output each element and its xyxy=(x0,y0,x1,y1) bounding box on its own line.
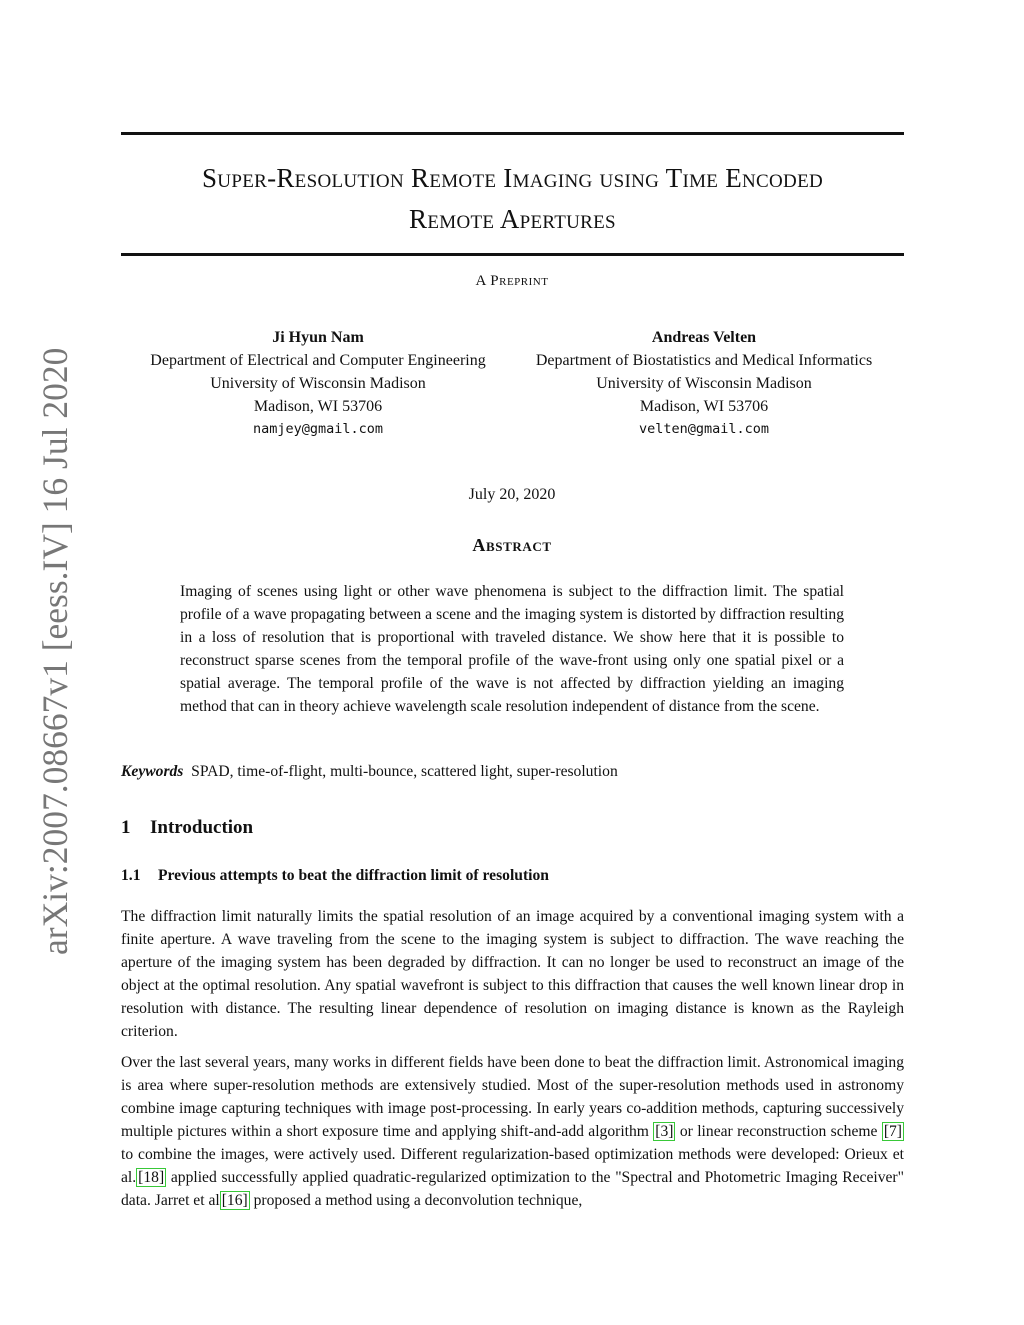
abstract-text: Imaging of scenes using light or other wave phenomena is subject to the diffraction limit. The spatial profile of a wave propagating between a scene and the imaging system is distorted by diffraction resulting in a loss of resolution that is proportional with traveled distance. We show here that it is possible to reconstruct sparse scenes from the temporal profile of the wave-front using only one spatial pixel or a spatial average. The temporal profile of the wave is not affected by diffraction yielding an imaging method that can in theory achieve wavelength scale resolution independent of distance from the scene. xyxy=(180,583,844,715)
keywords-text: SPAD, time-of-flight, multi-bounce, scattered light, super-resolution xyxy=(191,763,618,780)
author-address: Madison, WI 53706 xyxy=(639,398,769,415)
author-department: Department of Biostatistics and Medical Informatics xyxy=(535,352,873,369)
body-paragraph-2 xyxy=(121,1051,904,1212)
citation-link[interactable]: [7] xyxy=(883,1123,902,1140)
section-number: 1 xyxy=(121,817,131,838)
section-heading-introduction xyxy=(121,817,253,839)
title-bottom-rule xyxy=(121,253,904,256)
arxiv-identifier-stamp: arXiv:2007.08667v1 [eess.IV] 16 Jul 2020 xyxy=(35,347,75,955)
publication-date: July 20, 2020 xyxy=(468,486,556,503)
paragraph-text: Over the last several years, many works in different fields have been done to beat the diffraction limit. Astronomical imaging is area where super-resolution methods are extensively studied. Most of the super-resolution methods used in astronomy combine image capturing techniques with image post-processing. In early years co-addition methods, capturing successively multiple pictures within a short exposure time and applying shift-and-add algorithm xyxy=(121,1054,904,1140)
citation-link[interactable]: [16] xyxy=(221,1192,248,1209)
body-paragraph-1: The diffraction limit naturally limits the spatial resolution of an image acquired by a conventional imaging system with a finite aperture. A wave traveling from the scene to the imaging system is subject to diffraction. The wave reaching the aperture of the imaging system has been degraded by diffraction. It can no longer be used to reconstruct an image of the object at the optimal resolution. Any spatial wavefront is subject to this diffraction that causes the well known linear drop in resolution with distance. The resulting linear dependence of resolution on imaging distance is known as the Rayleigh criterion. xyxy=(121,908,904,1040)
paragraph-text: to combine the images, were actively used. Different regularization-based optimization methods were developed: Orieux et al. xyxy=(121,1146,904,1186)
section-title: Introduction xyxy=(150,817,254,838)
preprint-label: A Preprint xyxy=(475,273,549,289)
author-address: Madison, WI 53706 xyxy=(253,398,383,415)
subsection-title: Previous attempts to beat the diffraction limit of resolution xyxy=(158,867,549,884)
author-email[interactable]: velten@gmail.com xyxy=(638,421,770,437)
keywords-label: Keywords xyxy=(121,763,184,780)
author-block-1 xyxy=(118,326,518,441)
keywords-line xyxy=(121,763,618,781)
abstract-heading: Abstract xyxy=(472,535,552,555)
subsection-number: 1.1 xyxy=(121,867,141,884)
citation-link[interactable]: [3] xyxy=(655,1123,674,1140)
author-block-2 xyxy=(504,326,904,441)
paragraph-text: or linear reconstruction scheme xyxy=(675,1123,882,1140)
paper-title-line-2: Remote Apertures xyxy=(409,204,616,234)
paragraph-text: applied successfully applied quadratic-regularized optimization to the "Spectral and Photometric Imaging Receiver" data. Jarret et al xyxy=(121,1169,904,1209)
paper-title-line-1: Super-Resolution Remote Imaging using Time Encoded xyxy=(201,163,823,193)
author-department: Department of Electrical and Computer Engineering xyxy=(150,352,486,369)
citation-link[interactable]: [18] xyxy=(138,1169,165,1186)
author-university: University of Wisconsin Madison xyxy=(210,375,426,392)
title-top-rule xyxy=(121,132,904,135)
author-university: University of Wisconsin Madison xyxy=(596,375,812,392)
subsection-heading xyxy=(121,867,549,885)
author-name: Ji Hyun Nam xyxy=(272,329,364,346)
author-name: Andreas Velten xyxy=(651,329,757,346)
paragraph-text: proposed a method using a deconvolution technique, xyxy=(249,1192,583,1209)
author-email[interactable]: namjey@gmail.com xyxy=(252,421,384,437)
